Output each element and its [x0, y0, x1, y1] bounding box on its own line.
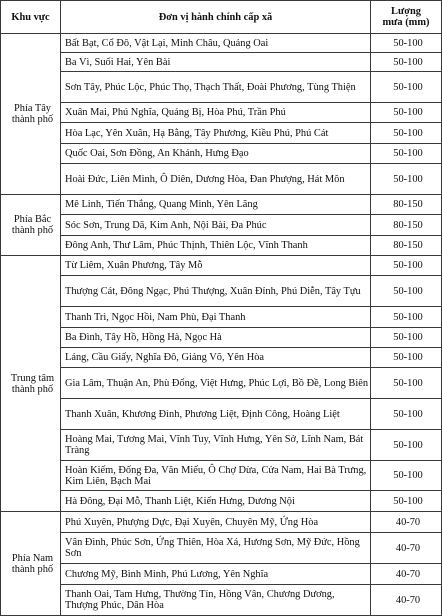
rainfall-cell: 80-150 [371, 215, 442, 236]
rainfall-cell: 50-100 [371, 399, 442, 430]
wards-cell: Xuân Mai, Phú Nghĩa, Quảng Bị, Hòa Phú, Trần Phú [61, 103, 371, 123]
wards-column-header: Đơn vị hành chính cấp xã [61, 1, 371, 34]
rainfall-cell: 50-100 [371, 123, 442, 144]
region-label-line2: thành phố [11, 563, 54, 575]
table-row [1, 328, 442, 348]
wards-cell: Láng, Cầu Giấy, Nghĩa Đô, Giảng Võ, Yên Hòa [61, 348, 371, 368]
rainfall-header-line1: Lượng [391, 6, 421, 17]
wards-cell: Chương Mỹ, Bình Minh, Phú Lương, Yên Nghĩa [61, 564, 371, 585]
region-label-line1: Phía Tây [13, 103, 52, 114]
region-column-header: Khu vực [1, 1, 61, 34]
rainfall-cell: 50-100 [371, 103, 442, 123]
wards-cell: Vân Đình, Phúc Sơn, Ứng Thiên, Hòa Xá, Hương Sơn, Mỹ Đức, Hồng Sơn [61, 533, 371, 564]
region-cell [1, 195, 61, 256]
region-cell [1, 512, 61, 616]
table-row [1, 34, 442, 53]
rainfall-cell: 40-70 [371, 585, 442, 616]
table-row [1, 512, 442, 533]
rainfall-cell: 50-100 [371, 368, 442, 399]
wards-cell: Hà Đông, Đại Mỗ, Thanh Liệt, Kiến Hưng, Dương Nội [61, 491, 371, 512]
rainfall-cell: 40-70 [371, 564, 442, 585]
table-row [1, 399, 442, 430]
region-cell [1, 34, 61, 195]
region-cell [1, 256, 61, 512]
rainfall-cell: 50-100 [371, 491, 442, 512]
wards-cell: Hoàn Kiếm, Đống Đa, Văn Miếu, Ô Chợ Dừa, Cửa Nam, Hai Bà Trưng, Kim Liên, Bạch Mai [61, 461, 371, 491]
table-row [1, 430, 442, 461]
rainfall-cell: 80-150 [371, 195, 442, 215]
wards-cell: Quốc Oai, Sơn Đồng, An Khánh, Hưng Đạo [61, 144, 371, 164]
wards-cell: Hoài Đức, Liên Minh, Ô Diên, Dương Hòa, Đan Phượng, Hát Môn [61, 164, 371, 195]
rainfall-cell: 80-150 [371, 236, 442, 256]
table-row [1, 564, 442, 585]
wards-cell: Sơn Tây, Phúc Lộc, Phúc Thọ, Thạch Thất, Đoài Phương, Tùng Thiện [61, 72, 371, 103]
wards-cell: Ba Đình, Tây Hồ, Hồng Hà, Ngọc Hà [61, 328, 371, 348]
table-row [1, 195, 442, 215]
table-row [1, 236, 442, 256]
table-header-row [1, 1, 442, 34]
rainfall-cell: 50-100 [371, 144, 442, 164]
wards-cell: Thượng Cát, Đông Ngạc, Phú Thượng, Xuân Đỉnh, Phú Diễn, Tây Tựu [61, 276, 371, 307]
rainfall-cell: 50-100 [371, 430, 442, 461]
wards-cell: Thanh Oai, Tam Hưng, Thường Tín, Hồng Vân, Chương Dương, Thượng Phúc, Dân Hòa [61, 585, 371, 616]
wards-cell: Ba Vì, Suối Hai, Yên Bài [61, 53, 371, 72]
region-label-line2: thành phố [11, 383, 54, 395]
wards-cell: Thanh Trì, Ngọc Hồi, Nam Phù, Đại Thanh [61, 307, 371, 328]
region-label-line1: Phía Nam [11, 552, 54, 564]
wards-cell: Đông Anh, Thư Lâm, Phúc Thịnh, Thiên Lộc, Vĩnh Thanh [61, 236, 371, 256]
rainfall-cell: 50-100 [371, 276, 442, 307]
rainfall-cell: 50-100 [371, 307, 442, 328]
region-label-line1: Trung tâm [10, 372, 55, 384]
rainfall-header-line2: mưa (mm) [382, 17, 430, 28]
rainfall-cell: 40-70 [371, 533, 442, 564]
wards-cell: Từ Liêm, Xuân Phương, Tây Mỗ [61, 256, 371, 276]
rainfall-cell: 50-100 [371, 34, 442, 53]
table-row [1, 533, 442, 564]
rainfall-cell: 50-100 [371, 348, 442, 368]
wards-cell: Phú Xuyên, Phượng Dực, Đại Xuyên, Chuyên Mỹ, Ứng Hòa [61, 512, 371, 533]
region-label-line1: Phía Bắc [13, 214, 52, 225]
table-row [1, 53, 442, 72]
table-row [1, 585, 442, 616]
wards-cell: Hoàng Mai, Tương Mai, Vĩnh Tuy, Vĩnh Hưng, Yên Sở, Lĩnh Nam, Bát Tràng [61, 430, 371, 461]
rainfall-cell: 50-100 [371, 53, 442, 72]
wards-cell: Thanh Xuân, Khương Đình, Phương Liệt, Định Công, Hoàng Liệt [61, 399, 371, 430]
table-row [1, 103, 442, 123]
table-row [1, 123, 442, 144]
rainfall-cell: 50-100 [371, 461, 442, 491]
table-row [1, 164, 442, 195]
table-row [1, 256, 442, 276]
table-row [1, 215, 442, 236]
wards-cell: Hòa Lạc, Yên Xuân, Hạ Bằng, Tây Phương, Kiều Phú, Phú Cát [61, 123, 371, 144]
rainfall-cell: 40-70 [371, 512, 442, 533]
region-label-line2: thành phố [11, 114, 54, 125]
rainfall-cell: 50-100 [371, 328, 442, 348]
rainfall-cell: 50-100 [371, 164, 442, 195]
rainfall-cell: 50-100 [371, 72, 442, 103]
table-row [1, 144, 442, 164]
table-row [1, 491, 442, 512]
wards-cell: Sóc Sơn, Trung Dã, Kim Anh, Nội Bài, Đa Phúc [61, 215, 371, 236]
rainfall-cell: 50-100 [371, 256, 442, 276]
table-row [1, 307, 442, 328]
table-row [1, 368, 442, 399]
wards-cell: Gia Lâm, Thuận An, Phù Đổng, Việt Hưng, Phúc Lợi, Bồ Đề, Long Biên [61, 368, 371, 399]
table-row [1, 276, 442, 307]
wards-cell: Bất Bạt, Cổ Đô, Vật Lại, Minh Châu, Quảng Oai [61, 34, 371, 53]
region-label-line2: thành phố [11, 225, 54, 236]
wards-cell: Mê Linh, Tiến Thắng, Quang Minh, Yên Lãng [61, 195, 371, 215]
rainfall-column-header [371, 1, 442, 34]
table-row [1, 348, 442, 368]
table-row [1, 72, 442, 103]
table-row [1, 461, 442, 491]
